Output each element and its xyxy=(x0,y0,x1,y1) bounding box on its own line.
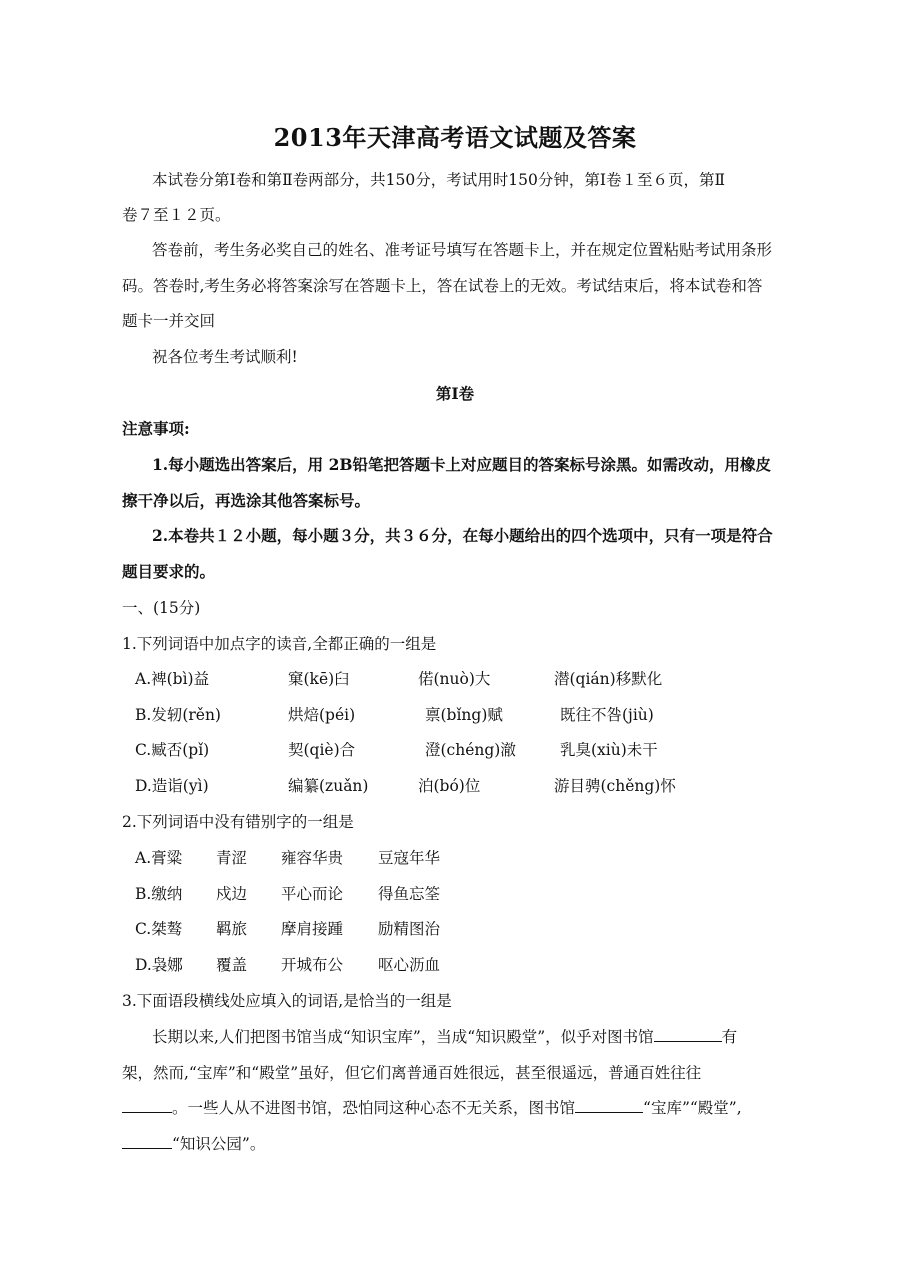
q2-option-b-item-3: 平心而论 xyxy=(281,885,344,903)
q1-option-b-item-3: 禀(bǐng)赋 xyxy=(425,706,503,724)
q1-option-d-item-4: 游目骋(chěng)怀 xyxy=(554,777,676,795)
question-3-passage-line-2: 架，然而,“宝库”和“殿堂”虽好，但它们离普通百姓很远，甚至很遥远，普通百姓往往 xyxy=(122,1064,702,1082)
passage-text: “知识公园”。 xyxy=(172,1135,266,1153)
answer-blank-3 xyxy=(575,1098,643,1113)
q1-option-b-item-2: 烘焙(péi) xyxy=(288,706,356,724)
passage-text: 。一些人从不进图书馆，恐怕同这种心态不无关系，图书馆 xyxy=(172,1099,576,1117)
q1-option-b-item-1: B.发轫(rěn) xyxy=(135,706,221,724)
q1-option-c-item-4: 乳臭(xiù)未干 xyxy=(560,741,658,759)
answer-blank-4 xyxy=(122,1134,172,1149)
notice-heading: 注意事项: xyxy=(122,419,190,438)
question-3-stem: 3.下面语段横线处应填入的词语,是恰当的一组是 xyxy=(122,992,452,1010)
q2-option-a-item-3: 雍容华贵 xyxy=(281,849,344,867)
part-1-heading: 一、(15分) xyxy=(122,599,201,617)
section-title: 第Ⅰ卷 xyxy=(435,384,475,403)
q2-option-c-item-3: 摩肩接踵 xyxy=(281,920,344,938)
passage-text: 有 xyxy=(721,1028,738,1046)
q2-option-d-item-2: 覆盖 xyxy=(216,956,248,974)
q1-option-d-item-3: 泊(bó)位 xyxy=(418,777,481,795)
q2-option-d-item-1: D.袅娜 xyxy=(135,956,183,974)
notice-item-2-line-2: 题目要求的。 xyxy=(122,562,216,581)
q1-option-a-item-1: A.裨(bì)益 xyxy=(135,670,210,688)
q1-option-a-item-3: 偌(nuò)大 xyxy=(418,670,491,688)
q2-option-b-item-2: 戍边 xyxy=(216,885,248,903)
notice-item-1-line-2: 擦干净以后，再选涂其他答案标号。 xyxy=(122,491,371,510)
q2-option-d-item-3: 开城布公 xyxy=(281,956,344,974)
notice-item-2-line-1: 2.本卷共１２小题，每小题３分，共３６分，在每小题给出的四个选项中，只有一项是符合 xyxy=(152,526,773,545)
q2-option-c-item-2: 羁旅 xyxy=(216,920,248,938)
q1-option-c-item-1: C.臧否(pǐ) xyxy=(135,741,210,759)
intro-paragraph-2-line-2: 码。答卷时,考生务必将答案涂写在答题卡上，答在试卷上的无效。考试结束后，将本试卷和答 xyxy=(122,277,763,295)
q1-option-a-item-2: 窠(kē)臼 xyxy=(288,670,350,688)
q1-option-b-item-4: 既往不咎(jiù) xyxy=(560,706,654,724)
question-3-passage-line-4 xyxy=(122,1132,802,1154)
answer-blank-1 xyxy=(654,1027,722,1042)
q1-option-a-item-4: 潜(qián)移默化 xyxy=(554,670,663,688)
q1-option-c-item-3: 澄(chéng)澈 xyxy=(425,741,516,759)
passage-text: “宝库”“殿堂”, xyxy=(643,1099,742,1117)
question-1-stem: 1.下列词语中加点字的读音,全都正确的一组是 xyxy=(122,635,437,653)
q2-option-a-item-4: 豆寇年华 xyxy=(378,849,441,867)
passage-text: 长期以来,人们把图书馆当成“知识宝库”，当成“知识殿堂”，似乎对图书馆 xyxy=(152,1028,654,1046)
question-2-stem: 2.下列词语中没有错别字的一组是 xyxy=(122,813,354,831)
q2-option-c-item-1: C.桀骜 xyxy=(135,920,183,938)
q1-option-d-item-2: 编纂(zuǎn) xyxy=(288,777,369,795)
question-3-passage-line-1 xyxy=(152,1025,832,1047)
notice-item-1-line-1: 1.每小题选出答案后，用 2B铅笔把答题卡上对应题目的答案标号涂黑。如需改动，用橡皮 xyxy=(152,455,771,474)
intro-paragraph-3: 祝各位考生考试顺利! xyxy=(152,348,298,366)
intro-paragraph-2-line-3: 题卡一并交回 xyxy=(122,312,216,330)
q2-option-a-item-1: A.膏粱 xyxy=(135,849,183,867)
intro-paragraph-1-line-2: 卷７至１２页。 xyxy=(122,206,231,224)
q2-option-b-item-1: B.缴纳 xyxy=(135,885,183,903)
document-title: 2013年天津高考语文试题及答案 xyxy=(273,123,637,152)
q2-option-b-item-4: 得鱼忘筌 xyxy=(378,885,441,903)
question-3-passage-line-3 xyxy=(122,1096,802,1118)
q2-option-d-item-4: 呕心沥血 xyxy=(378,956,441,974)
q1-option-d-item-1: D.造诣(yì) xyxy=(135,777,209,795)
intro-paragraph-2-line-1: 答卷前，考生务必奖自己的姓名、准考证号填写在答题卡上，并在规定位置粘贴考试用条形 xyxy=(152,241,773,259)
answer-blank-2 xyxy=(122,1098,172,1113)
intro-paragraph-1-line-1: 本试卷分第Ⅰ卷和第Ⅱ卷两部分，共150分，考试用时150分钟，第Ⅰ卷１至６页，第Ⅱ xyxy=(152,171,725,189)
q2-option-a-item-2: 青涩 xyxy=(216,849,248,867)
q2-option-c-item-4: 励精图治 xyxy=(378,920,441,938)
q1-option-c-item-2: 契(qiè)合 xyxy=(288,741,356,759)
